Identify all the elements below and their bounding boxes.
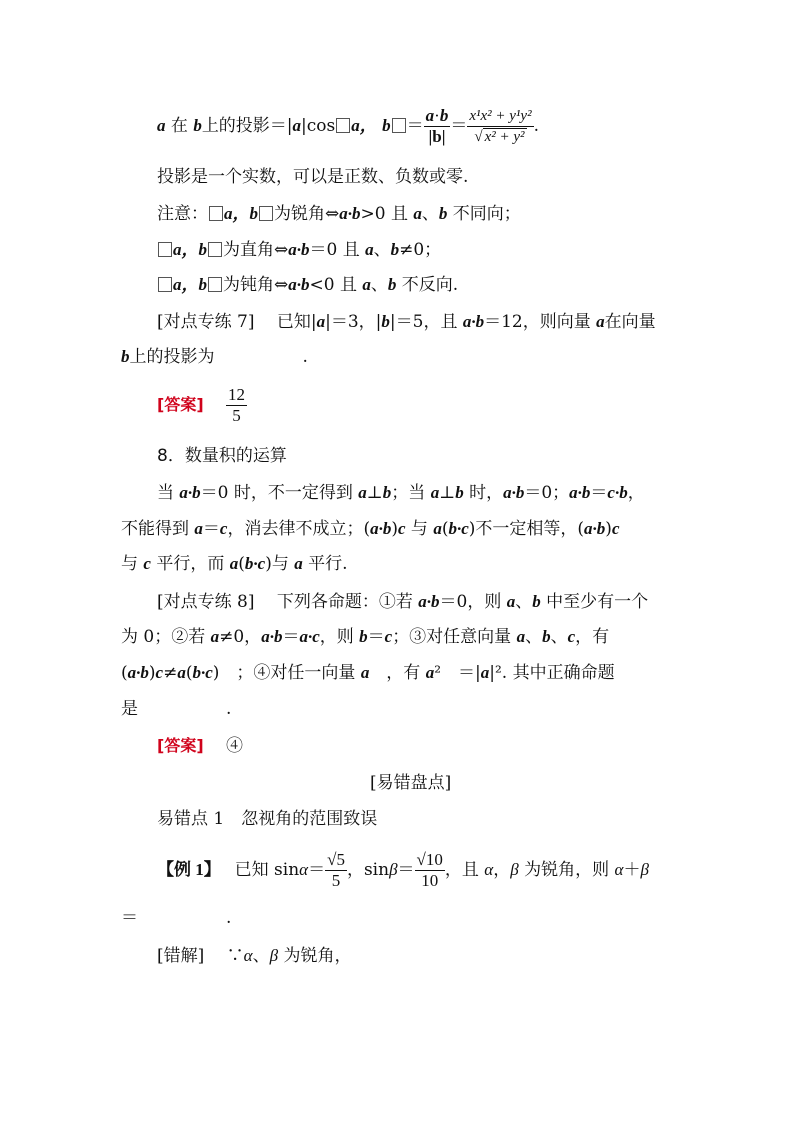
answer-fraction: $\frac{12}{5}$ — [228, 385, 246, 425]
missing-glyph-icon — [392, 118, 406, 133]
answer-value: ④ — [226, 736, 244, 756]
exercise-8-line4: 是 . — [121, 699, 232, 719]
text: 在 — [170, 116, 188, 136]
vec-b: b — [193, 116, 202, 135]
exercise-label: [对点专练 7] — [157, 312, 255, 332]
missing-glyph-icon — [158, 277, 172, 292]
example-1-line1: 【例 1】 已知 sinα＝ $\frac{√5}{5}$ ，sinβ＝ $\frac{√10}{10}$ ，且 α，β 为锐角，则 α＋β — [157, 850, 649, 890]
fraction-ab-over-b: $\frac{a\cdot b}{|b|}$ — [425, 106, 449, 146]
missing-glyph-icon — [208, 242, 222, 257]
exercise-8-line3: (a·b)c≠a(b·c) ；④对任一向量 a ，有 a² ＝|a|². 其中正确命题 — [121, 663, 615, 683]
section-heading: [易错盘点] — [370, 773, 452, 793]
vec-a: a， — [351, 116, 377, 135]
fraction-coordinates: $\frac{\text{x¹x² + y¹y²}}{\text{√ x² + y²}}$ — [469, 108, 532, 145]
wrong-solution: [错解] ∵α、β 为锐角， — [157, 946, 352, 966]
exercise-7-line1: [对点专练 7] 已知|a|＝3，|b|＝5，且 a·b＝12，则向量 a在向量 — [157, 312, 656, 332]
text: ＝ — [450, 116, 468, 136]
note-obtuse: a，b 为钝角⇔a·b<0 且 a、b 不反向. — [157, 274, 458, 296]
section-8-p2: 不能得到 a＝c，消去律不成立；(a·b)c 与 a(b·c)不一定相等，(a·b)c — [121, 519, 620, 539]
exercise-8-line1: [对点专练 8] 下列各命题：①若 a·b＝0，则 a、b 中至少有一个 — [157, 592, 649, 612]
fraction-sqrt5: $\frac{√5}{5}$ — [327, 850, 345, 890]
exercise-label: [对点专练 8] — [157, 592, 255, 612]
text: 上的投影＝| — [201, 116, 293, 136]
projection-formula — [157, 104, 539, 148]
vec-b: b — [382, 116, 391, 135]
example-1-line2: ＝ . — [121, 908, 232, 928]
exercise-8-line2: 为 0；②若 a≠0，a·b＝a·c，则 b＝c；③对任意向量 a、b、c，有 — [121, 627, 610, 647]
note-right: a，b 为直角⇔a·b＝0 且 a、b≠0； — [157, 239, 441, 261]
vec-a: a — [157, 116, 166, 135]
answer-label: [答案] — [157, 395, 204, 414]
missing-glyph-icon — [158, 242, 172, 257]
note-acute: 注意： a，b 为锐角⇔a·b>0 且 a、b 不同向； — [157, 204, 521, 224]
projection-note: 投影是一个实数，可以是正数、负数或零. — [157, 167, 469, 187]
fraction-sqrt10: $\frac{√10}{10}$ — [416, 850, 443, 890]
missing-glyph-icon — [336, 118, 350, 133]
example-label: 【例 1】 — [157, 860, 213, 879]
pitfall-1: 易错点 1 忽视角的范围致误 — [157, 809, 378, 829]
answer-8 — [157, 735, 243, 757]
vec-a: a — [292, 116, 302, 135]
text: . — [533, 116, 539, 136]
exercise-7-line2: b上的投影为 . — [121, 347, 308, 367]
answer-label: [答案] — [157, 736, 204, 755]
missing-glyph-icon — [209, 206, 223, 221]
section-8-p3: 与 c 平行，而 a(b·c)与 a 平行. — [121, 554, 348, 574]
answer-7 — [157, 382, 247, 428]
wrong-label: [错解] — [157, 946, 205, 966]
section-8-title: 8．数量积的运算 — [157, 446, 287, 466]
text: |cos — [301, 116, 336, 136]
missing-glyph-icon — [259, 206, 273, 221]
section-8-p1: 当 a·b＝0 时，不一定得到 a⊥b；当 a⊥b 时，a·b＝0；a·b＝c·b， — [157, 483, 645, 503]
missing-glyph-icon — [208, 277, 222, 292]
text: ＝ — [406, 116, 424, 136]
